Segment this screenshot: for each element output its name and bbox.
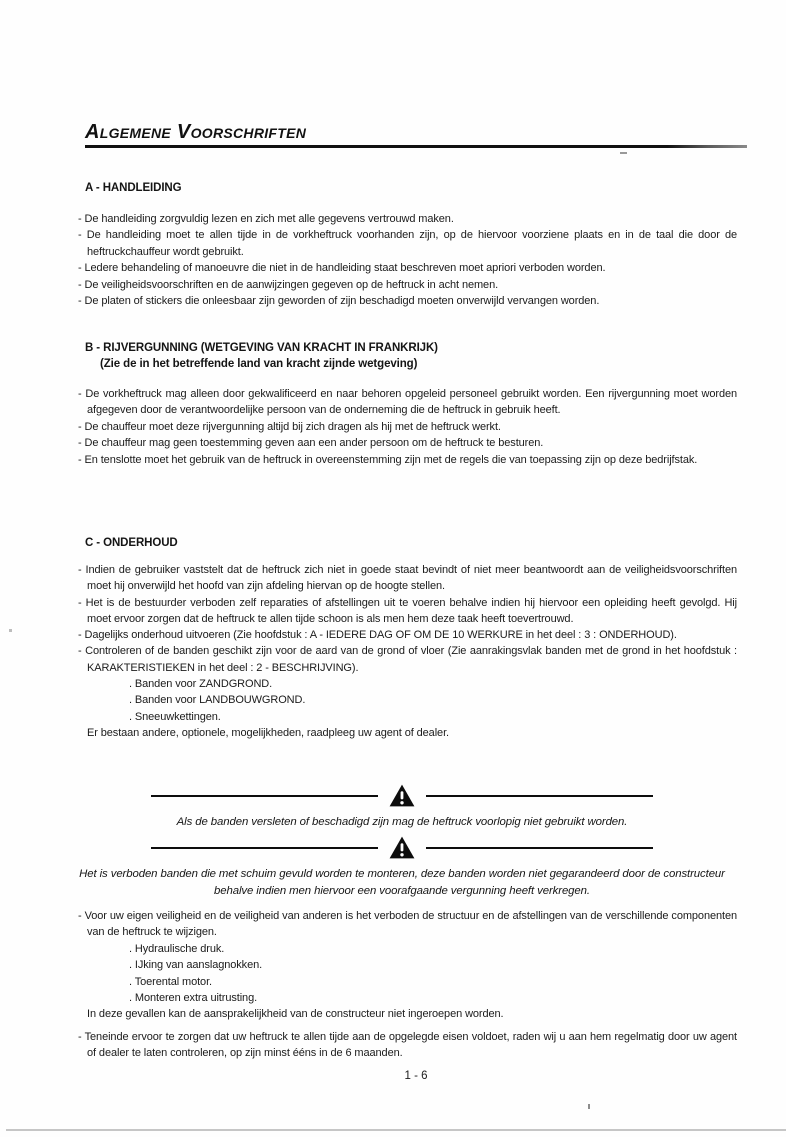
scan-edge-line (6, 1129, 786, 1131)
list-item: - De chauffeur moet deze rijvergunning altijd bij zich dragen als hij met de heftruck werkt. (78, 420, 501, 433)
warning-text: Het is verboden banden die met schuim gevuld worden te monteren, deze banden worden niet gegarandeerd door de constructeur behalve indien men hiervoor een voorafgaande vergunning heeft verkregen. (79, 868, 725, 897)
section-c-note: Er bestaan andere, optionele, mogelijkheden, raadpleeg uw agent of dealer. (87, 726, 449, 739)
section-a-heading: A - HANDLEIDING (85, 182, 182, 194)
sub-list-item: . Monteren extra uitrusting. (129, 992, 258, 1005)
list-item: - Controleren of de banden geschikt zijn voor de aard van de grond of vloer (Zie aanrakingsvlak banden met de grond in het hoofdstuk : KARAKTERISTIEKEN in het deel : 2 - BESCHRIJVING). (78, 645, 737, 674)
list-item: - Teneinde ervoor te zorgen dat uw heftruck te allen tijde aan de opgelegde eisen voldoet, raden wij u aan hem regelmatig door uw agent of dealer te laten controleren, op zijn minst ééns in de 6 maanden. (78, 1030, 737, 1060)
list-item: - Dagelijks onderhoud uitvoeren (Zie hoofdstuk : A - IEDERE DAG OF OM DE 10 WERKURE in het deel : 3 : ONDERHOUD). (78, 629, 677, 642)
section-b-heading (85, 340, 438, 372)
section-c-list (78, 562, 737, 741)
sub-list-item: . Banden voor LANDBOUWGROND. (129, 694, 306, 707)
page-number: 1 - 6 (404, 1070, 428, 1082)
section-c-heading: C - ONDERHOUD (85, 537, 178, 549)
warning-block-foam-filled-tyres (71, 836, 733, 899)
sub-list-item: . Sneeuwkettingen. (129, 710, 221, 723)
list-item: - Ledere behandeling of manoeuvre die niet in de handleiding staat beschreven moet apriori verboden worden. (78, 262, 606, 275)
section-a-list (78, 211, 737, 309)
list-item: - Voor uw eigen veiligheid en de veiligheid van anderen is het verboden de structuur en de afstellingen van de verschillende componenten van de heftruck te wijzigen. (78, 910, 737, 939)
list-item: - De handleiding zorgvuldig lezen en zich met alle gegevens vertrouwd maken. (78, 213, 454, 225)
list-item: - En tenslotte moet het gebruik van de heftruck in overeenstemming zijn met de regels die van toepassing zijn op deze bedrijfstak. (78, 453, 698, 466)
warning-icon (389, 784, 415, 807)
warning-rule-right (426, 795, 653, 797)
scan-speck (9, 629, 12, 632)
section-b-list (78, 386, 737, 468)
warning-rule-right (426, 847, 653, 849)
section-b-subheading: (Zie de in het betreffende land van kracht zijnde wetgeving) (100, 358, 418, 370)
list-item: - Indien de gebruiker vaststelt dat de heftruck zich niet in goede staat bevindt of niet meer beantwoordt aan de veiligheidsvoorschriften moet hij onverwijld het hoofd van zijn afdeling hiervan op de hoogte stellen. (78, 564, 737, 593)
sub-list-item: . Banden voor ZANDGROND. (129, 678, 273, 691)
section-b-heading-line: B - RIJVERGUNNING (WETGEVING VAN KRACHT IN FRANKRIJK) (85, 342, 438, 354)
page-title: Algemene Voorschriften (85, 121, 307, 143)
warning-icon (389, 836, 415, 859)
sub-list-item: . IJking van aanslagnokken. (129, 959, 263, 972)
list-item: - De handleiding moet te allen tijde in de vorkheftruck voorhanden zijn, op de hiervoor voorziene plaats en in de taal die door de heftruckchauffeur wordt gebruikt. (78, 229, 737, 258)
scan-speck (620, 152, 627, 154)
title-underline-rule (85, 145, 747, 148)
warning-text: Als de banden versleten of beschadigd zijn mag de heftruck voorlopig niet gebruikt worden. (176, 816, 628, 828)
warning-rule-left (151, 795, 378, 797)
list-item: - Het is de bestuurder verboden zelf reparaties of afstellingen uit te voeren behalve indien hij hiervoor een opleiding heeft gevolgd. Hij moet ervoor zorgen dat de heftruck te allen tijde schoon is als men hem deze taak heeft toevertrouwd. (78, 596, 737, 625)
sub-list-item: . Toerental motor. (129, 975, 212, 988)
list-item: - De veiligheidsvoorschriften en de aanwijzingen gegeven op de heftruck in acht nemen. (78, 278, 499, 291)
list-item: - De platen of stickers die onleesbaar zijn geworden of zijn beschadigd moeten onverwijld vervangen worden. (78, 295, 600, 308)
list-item: - De chauffeur mag geen toestemming geven aan een ander persoon om de heftruck te besturen. (78, 437, 544, 450)
final-list (78, 908, 737, 1062)
scan-speck (588, 1104, 590, 1109)
warning-rule-row (71, 784, 733, 807)
page-header (85, 120, 747, 148)
list-item: - De vorkheftruck mag alleen door gekwalificeerd en naar behoren opgeleid personeel gebruikt worden. Een rijvergunning moet worden afgegeven door de verantwoordelijke persoon van de onderneming die de heftruck in gebruik heeft. (78, 388, 737, 417)
final-note: In deze gevallen kan de aansprakelijkheid van de constructeur niet ingeroepen worden. (87, 1008, 504, 1021)
warning-rule-left (151, 847, 378, 849)
warning-block-tyres-worn (71, 784, 733, 831)
warning-rule-row (71, 836, 733, 859)
sub-list-item: . Hydraulische druk. (129, 942, 225, 955)
